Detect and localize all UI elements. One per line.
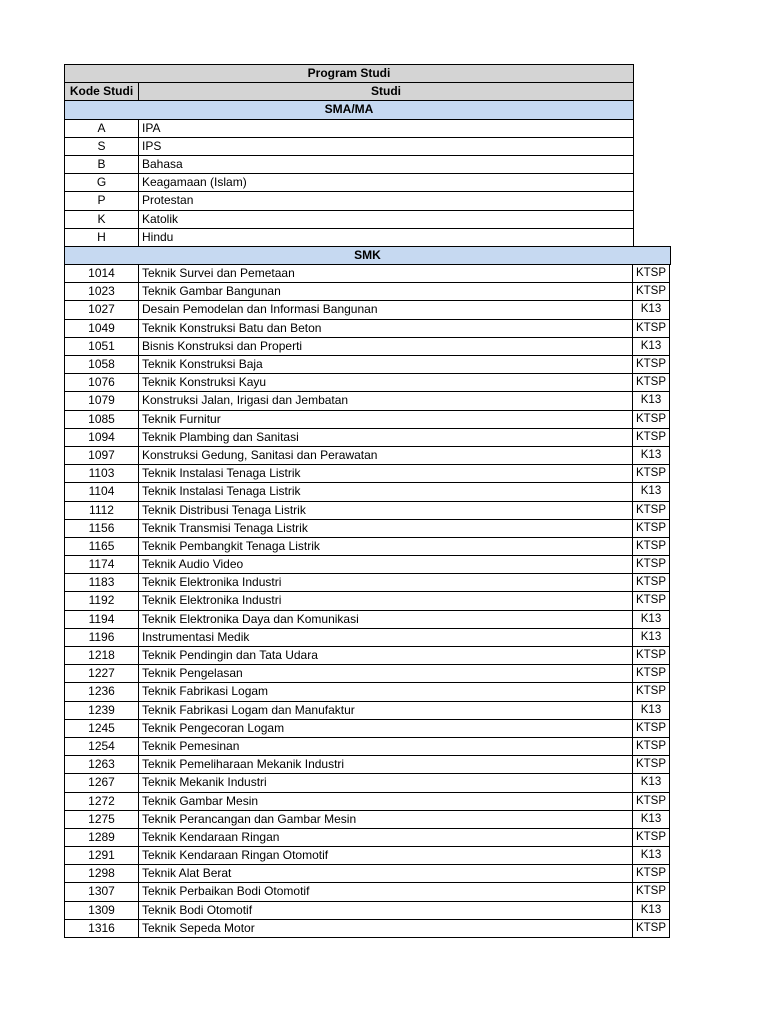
table-row [65,156,671,174]
col-header-name: Studi [138,82,634,101]
study-code: 1023 [64,282,139,301]
curriculum-badge: KTSP [632,264,670,283]
study-code: 1094 [64,428,139,447]
study-code: S [64,137,139,156]
curriculum-badge: KTSP [632,919,670,938]
study-name: Teknik Audio Video [138,555,633,574]
curriculum-badge: KTSP [632,519,670,538]
table-row [65,847,671,865]
study-name: Teknik Sepeda Motor [138,919,633,938]
table-row [65,574,671,592]
study-name: Teknik Fabrikasi Logam dan Manufaktur [138,701,633,720]
study-code: 1263 [64,755,139,774]
curriculum-badge: K13 [632,391,670,410]
table-row [65,556,671,574]
curriculum-badge: K13 [632,628,670,647]
study-code: 1316 [64,919,139,938]
study-name: Teknik Perancangan dan Gambar Mesin [138,810,633,829]
study-code: 1272 [64,792,139,811]
program-studi-table [65,65,671,938]
table-row [65,465,671,483]
study-code: 1076 [64,373,139,392]
study-name: Teknik Transmisi Tenaga Listrik [138,519,633,538]
table-row [65,338,671,356]
table-row [65,229,671,247]
study-code: 1236 [64,682,139,701]
study-name: Teknik Elektronika Industri [138,573,633,592]
sma-section-row [65,101,671,119]
sma-rows [65,120,671,247]
study-name: Teknik Pemeliharaan Mekanik Industri [138,755,633,774]
table-title: Program Studi [64,64,634,83]
table-row [65,756,671,774]
curriculum-badge: K13 [632,337,670,356]
column-header-row [65,83,671,101]
study-name: Bisnis Konstruksi dan Properti [138,337,633,356]
study-code: 1049 [64,319,139,338]
study-name: Desain Pemodelan dan Informasi Bangunan [138,300,633,319]
study-code: 1218 [64,646,139,665]
study-name: Teknik Gambar Bangunan [138,282,633,301]
study-code: 1079 [64,391,139,410]
study-code: 1254 [64,737,139,756]
curriculum-badge: KTSP [632,319,670,338]
curriculum-badge: KTSP [632,573,670,592]
study-name: Teknik Mekanik Industri [138,773,633,792]
study-name: Konstruksi Jalan, Irigasi dan Jembatan [138,391,633,410]
col-header-code: Kode Studi [64,82,139,101]
curriculum-badge: K13 [632,610,670,629]
curriculum-badge: KTSP [632,501,670,520]
table-row [65,647,671,665]
table-row [65,774,671,792]
curriculum-badge: K13 [632,810,670,829]
study-name: Teknik Instalasi Tenaga Listrik [138,482,633,501]
table-row [65,120,671,138]
curriculum-badge: KTSP [632,355,670,374]
smk-rows [65,265,671,938]
curriculum-badge: KTSP [632,664,670,683]
study-code: 1183 [64,573,139,592]
study-code: 1192 [64,591,139,610]
curriculum-badge: KTSP [632,555,670,574]
study-name: Teknik Bodi Otomotif [138,901,633,920]
study-name: Protestan [138,191,634,210]
smk-section-label: SMK [64,246,671,265]
study-name: Teknik Instalasi Tenaga Listrik [138,464,633,483]
study-code: 1174 [64,555,139,574]
study-code: 1239 [64,701,139,720]
study-name: Teknik Pembangkit Tenaga Listrik [138,537,633,556]
study-code: K [64,210,139,229]
table-row [65,538,671,556]
table-row [65,211,671,229]
table-row [65,920,671,938]
study-name: Teknik Kendaraan Ringan Otomotif [138,846,633,865]
study-name: Teknik Konstruksi Baja [138,355,633,374]
curriculum-badge: KTSP [632,410,670,429]
table-row [65,902,671,920]
curriculum-badge: KTSP [632,591,670,610]
table-row [65,301,671,319]
study-name: Keagamaan (Islam) [138,173,634,192]
table-row [65,502,671,520]
study-name: Teknik Pendingin dan Tata Udara [138,646,633,665]
study-name: Teknik Plambing dan Sanitasi [138,428,633,447]
study-name: Teknik Fabrikasi Logam [138,682,633,701]
study-code: G [64,173,139,192]
study-code: 1298 [64,864,139,883]
study-code: 1112 [64,501,139,520]
table-row [65,592,671,610]
study-code: 1267 [64,773,139,792]
study-code: P [64,191,139,210]
curriculum-badge: K13 [632,701,670,720]
table-row [65,265,671,283]
table-row [65,483,671,501]
table-row [65,611,671,629]
study-name: Katolik [138,210,634,229]
study-name: Teknik Kendaraan Ringan [138,828,633,847]
study-name: Teknik Pemesinan [138,737,633,756]
study-code: 1194 [64,610,139,629]
curriculum-badge: K13 [632,901,670,920]
study-name: Hindu [138,228,634,247]
table-row [65,629,671,647]
study-name: Teknik Gambar Mesin [138,792,633,811]
study-code: 1027 [64,300,139,319]
table-row [65,356,671,374]
study-name: Teknik Pengelasan [138,664,633,683]
curriculum-badge: KTSP [632,537,670,556]
curriculum-badge: KTSP [632,882,670,901]
study-name: Bahasa [138,155,634,174]
table-row [65,883,671,901]
study-code: 1309 [64,901,139,920]
curriculum-badge: KTSP [632,828,670,847]
study-code: 1227 [64,664,139,683]
study-name: Teknik Perbaikan Bodi Otomotif [138,882,633,901]
curriculum-badge: KTSP [632,428,670,447]
table-row [65,683,671,701]
study-code: 1097 [64,446,139,465]
table-row [65,283,671,301]
curriculum-badge: KTSP [632,792,670,811]
study-code: 1275 [64,810,139,829]
curriculum-badge: K13 [632,773,670,792]
study-name: Teknik Elektronika Industri [138,591,633,610]
study-code: B [64,155,139,174]
study-name: Teknik Elektronika Daya dan Komunikasi [138,610,633,629]
sma-section-label: SMA/MA [64,100,634,119]
curriculum-badge: KTSP [632,682,670,701]
study-name: Teknik Konstruksi Kayu [138,373,633,392]
title-row [65,65,671,83]
table-row [65,720,671,738]
curriculum-badge: KTSP [632,719,670,738]
table-row [65,829,671,847]
curriculum-badge: K13 [632,846,670,865]
curriculum-badge: K13 [632,482,670,501]
table-row [65,865,671,883]
study-name: Teknik Pengecoran Logam [138,719,633,738]
curriculum-badge: K13 [632,446,670,465]
study-code: 1103 [64,464,139,483]
curriculum-badge: KTSP [632,864,670,883]
table-row [65,374,671,392]
curriculum-badge: KTSP [632,737,670,756]
study-code: 1156 [64,519,139,538]
curriculum-badge: KTSP [632,464,670,483]
table-row [65,702,671,720]
curriculum-badge: KTSP [632,282,670,301]
table-row [65,811,671,829]
table-row [65,320,671,338]
table-row [65,793,671,811]
table-row [65,447,671,465]
smk-section-row [65,247,671,265]
table-row [65,738,671,756]
study-code: H [64,228,139,247]
study-name: Teknik Survei dan Pemetaan [138,264,633,283]
curriculum-badge: KTSP [632,373,670,392]
table-row [65,174,671,192]
table-row [65,520,671,538]
study-code: 1085 [64,410,139,429]
table-row [65,429,671,447]
study-name: Konstruksi Gedung, Sanitasi dan Perawatan [138,446,633,465]
table-row [65,192,671,210]
table-row [65,411,671,429]
study-code: 1051 [64,337,139,356]
curriculum-badge: KTSP [632,646,670,665]
study-code: 1245 [64,719,139,738]
study-name: Teknik Distribusi Tenaga Listrik [138,501,633,520]
study-code: 1014 [64,264,139,283]
study-code: 1058 [64,355,139,374]
study-code: 1307 [64,882,139,901]
study-code: 1165 [64,537,139,556]
study-code: A [64,119,139,138]
table-row [65,665,671,683]
study-code: 1196 [64,628,139,647]
table-row [65,138,671,156]
study-code: 1289 [64,828,139,847]
study-code: 1104 [64,482,139,501]
study-name: IPS [138,137,634,156]
study-name: IPA [138,119,634,138]
curriculum-badge: K13 [632,300,670,319]
table-row [65,392,671,410]
curriculum-badge: KTSP [632,755,670,774]
study-name: Instrumentasi Medik [138,628,633,647]
study-name: Teknik Konstruksi Batu dan Beton [138,319,633,338]
study-name: Teknik Furnitur [138,410,633,429]
study-name: Teknik Alat Berat [138,864,633,883]
study-code: 1291 [64,846,139,865]
